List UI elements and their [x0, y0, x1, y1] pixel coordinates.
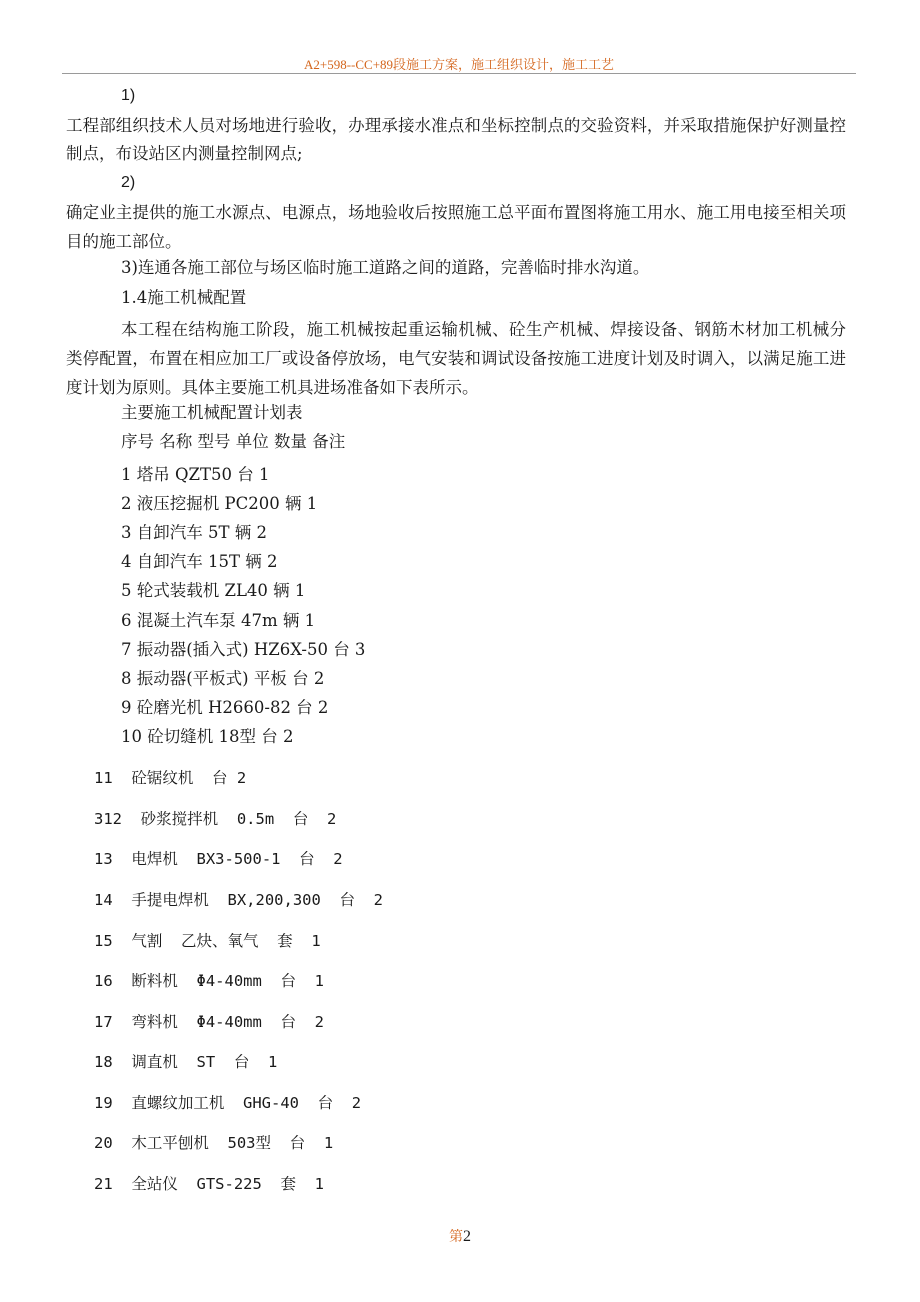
table-row: 11 砼锯纹机 台 2 [94, 769, 247, 787]
table-row: 2 液压挖掘机 PC200 辆 1 [121, 494, 318, 513]
table-row: 15 气割 乙炔、氧气 套 1 [94, 932, 321, 950]
table-row: 4 自卸汽车 15T 辆 2 [121, 552, 278, 571]
table-title: 主要施工机械配置计划表 [121, 403, 303, 422]
table-row: 18 调直机 ST 台 1 [94, 1053, 278, 1071]
section-paragraph: 本工程在结构施工阶段，施工机械按起重运输机械、砼生产机械、焊接设备、钢筋木材加工机械分类停配置，布置在相应加工厂或设备停放场，电气安装和调试设备按施工进度计划及时调入，以满足施工进度计划为原则。具体主要施工机具进场准备如下表所示。 [66, 320, 846, 397]
table-row: 21 全站仪 GTS-225 套 1 [94, 1175, 324, 1193]
table-row: 19 直螺纹加工机 GHG-40 台 2 [94, 1094, 362, 1112]
table-row: 20 木工平刨机 503型 台 1 [94, 1134, 334, 1152]
item-1-label: 1) [121, 87, 136, 104]
table-row: 9 砼磨光机 H2660-82 台 2 [121, 698, 329, 717]
table-row: 1 塔吊 QZT50 台 1 [121, 465, 270, 484]
item-2-text: 确定业主提供的施工水源点、电源点，场地验收后按照施工总平面布置图将施工用水、施工用电接至相关项目的施工部位。 [66, 203, 846, 251]
item-3-text: 3)连通各施工部位与场区临时施工道路之间的道路，完善临时排水沟道。 [121, 258, 650, 277]
header-divider [62, 73, 856, 74]
item-1-text: 工程部组织技术人员对场地进行验收，办理承接水准点和坐标控制点的交验资料，并采取措施保护好测量控制点，布设站区内测量控制网点; [66, 116, 846, 163]
page-prefix: 第 [449, 1230, 463, 1245]
table-row: 10 砼切缝机 18型 台 2 [121, 727, 294, 746]
table-row: 16 断料机 Φ4-40mm 台 1 [94, 972, 324, 990]
table-row: 5 轮式装载机 ZL40 辆 1 [121, 581, 306, 600]
page-header: A2+598--CC+89段施工方案，施工组织设计，施工工艺 [303, 57, 615, 72]
table-row: 7 振动器(插入式) HZ6X-50 台 3 [121, 640, 366, 659]
section-title: 1.4施工机械配置 [121, 288, 247, 307]
table-row: 13 电焊机 BX3-500-1 台 2 [94, 850, 343, 868]
page-number: 2 [463, 1228, 471, 1245]
table-row: 312 砂浆搅拌机 0.5m 台 2 [94, 810, 337, 828]
table-row: 14 手提电焊机 BX,200,300 台 2 [94, 891, 383, 909]
table-row: 3 自卸汽车 5T 辆 2 [121, 523, 267, 542]
table-row: 17 弯料机 Φ4-40mm 台 2 [94, 1013, 324, 1031]
table-row: 8 振动器(平板式) 平板 台 2 [121, 669, 325, 688]
item-2-label: 2) [121, 174, 136, 191]
table-row: 6 混凝土汽车泵 47m 辆 1 [121, 611, 316, 630]
page-footer [0, 1226, 920, 1246]
table-header: 序号 名称 型号 单位 数量 备注 [121, 432, 346, 451]
